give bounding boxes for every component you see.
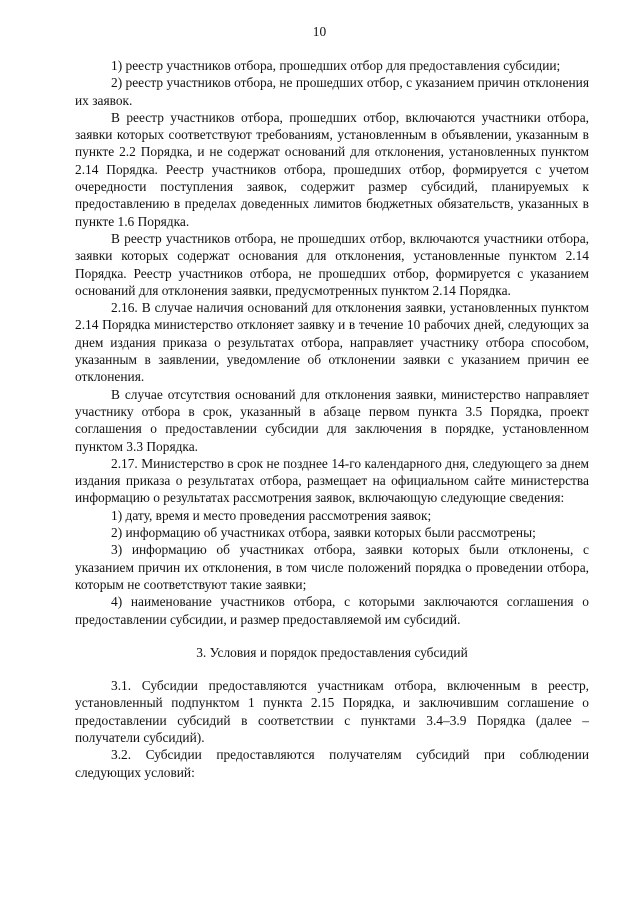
list-item: 4) наименование участников отбора, с которыми заключаются соглашения о предоставлении субсидии, и размер предоставляемой им субсидий. <box>75 594 589 627</box>
list-item: 1) дату, время и место проведения рассмотрения заявок; <box>111 507 432 523</box>
paragraph: 2.16. В случае наличия оснований для отклонения заявки, установленных пунктом 2.14 Порядка министерство отклоняет заявку и в течение 10 рабочих дней, следующих за днем издания приказа о результатах отбора, направляет участнику отбора способом, указанным в заявлении, уведомление об отклонении заявки с указанием причин ее отклонения. <box>75 300 589 385</box>
paragraph: 2.17. Министерство в срок не позднее 14-го календарного дня, следующего за днем издания приказа о результатах отбора, размещает на официальном сайте министерства информацию о результатах рассмотрения заявок, включающую следующие сведения: <box>75 455 589 506</box>
list-item: 3) информацию об участниках отбора, заявки которых были отклонены, с указанием причин их отклонения, в том числе положений порядка о проведении отбора, которым не соответствуют такие заявки; <box>75 542 589 592</box>
paragraph: 2) реестр участников отбора, не прошедших отбор, с указанием причин отклонения их заявок. <box>75 75 589 108</box>
paragraph: 3.1. Субсидии предоставляются участникам отбора, включенным в реестр, установленный подпунктом 1 пункта 2.15 Порядка, и заключившим соглашение о предоставлении субсидий в соответствии с пунктами 3.4–3.9 Порядка (далее – получатели субсидий). <box>75 678 589 745</box>
paragraph: В реестр участников отбора, прошедших отбор, включаются участники отбора, заявки которых соответствуют требованиям, установленным в объявлении, указанным в пункте 2.2 Порядка, и не содержат оснований для отклонения, установленных пунктом 2.14 Порядка. Реестр участников отбора, прошедших отбор, формируется с учетом очередности поступления заявок, содержит размер субсидий, планируемых к предоставлению в пределах доведенных лимитов бюджетных обязательств, указанных в пункте 1.6 Порядка. <box>75 109 589 229</box>
paragraph: В случае отсутствия оснований для отклонения заявки, министерство направляет участнику отбора в срок, указанный в абзаце первом пункта 3.5 Порядка, проект соглашения о предоставлении субсидии для заключения в порядке, установленном пунктом 3.3 Порядка. <box>75 386 589 454</box>
section-heading: 3. Условия и порядок предоставления субсидий <box>196 644 468 660</box>
paragraph: 1) реестр участников отбора, прошедших отбор для предоставления субсидии; <box>111 58 561 73</box>
paragraph: 3.2. Субсидии предоставляются получателям субсидий при соблюдении следующих условий: <box>75 747 589 780</box>
document-body <box>75 57 589 781</box>
list-item: 2) информацию об участниках отбора, заявки которых были рассмотрены; <box>111 525 536 541</box>
paragraph: В реестр участников отбора, не прошедших отбор, включаются участники отбора, заявки которых содержат основания для отклонения, установленные пунктом 2.14 Порядка. Реестр участников отбора, не прошедших отбор, формируется с указанием оснований для отклонения заявки, предусмотренных пунктом 2.14 Порядка. <box>75 230 589 298</box>
page-number: 10 <box>312 24 327 39</box>
